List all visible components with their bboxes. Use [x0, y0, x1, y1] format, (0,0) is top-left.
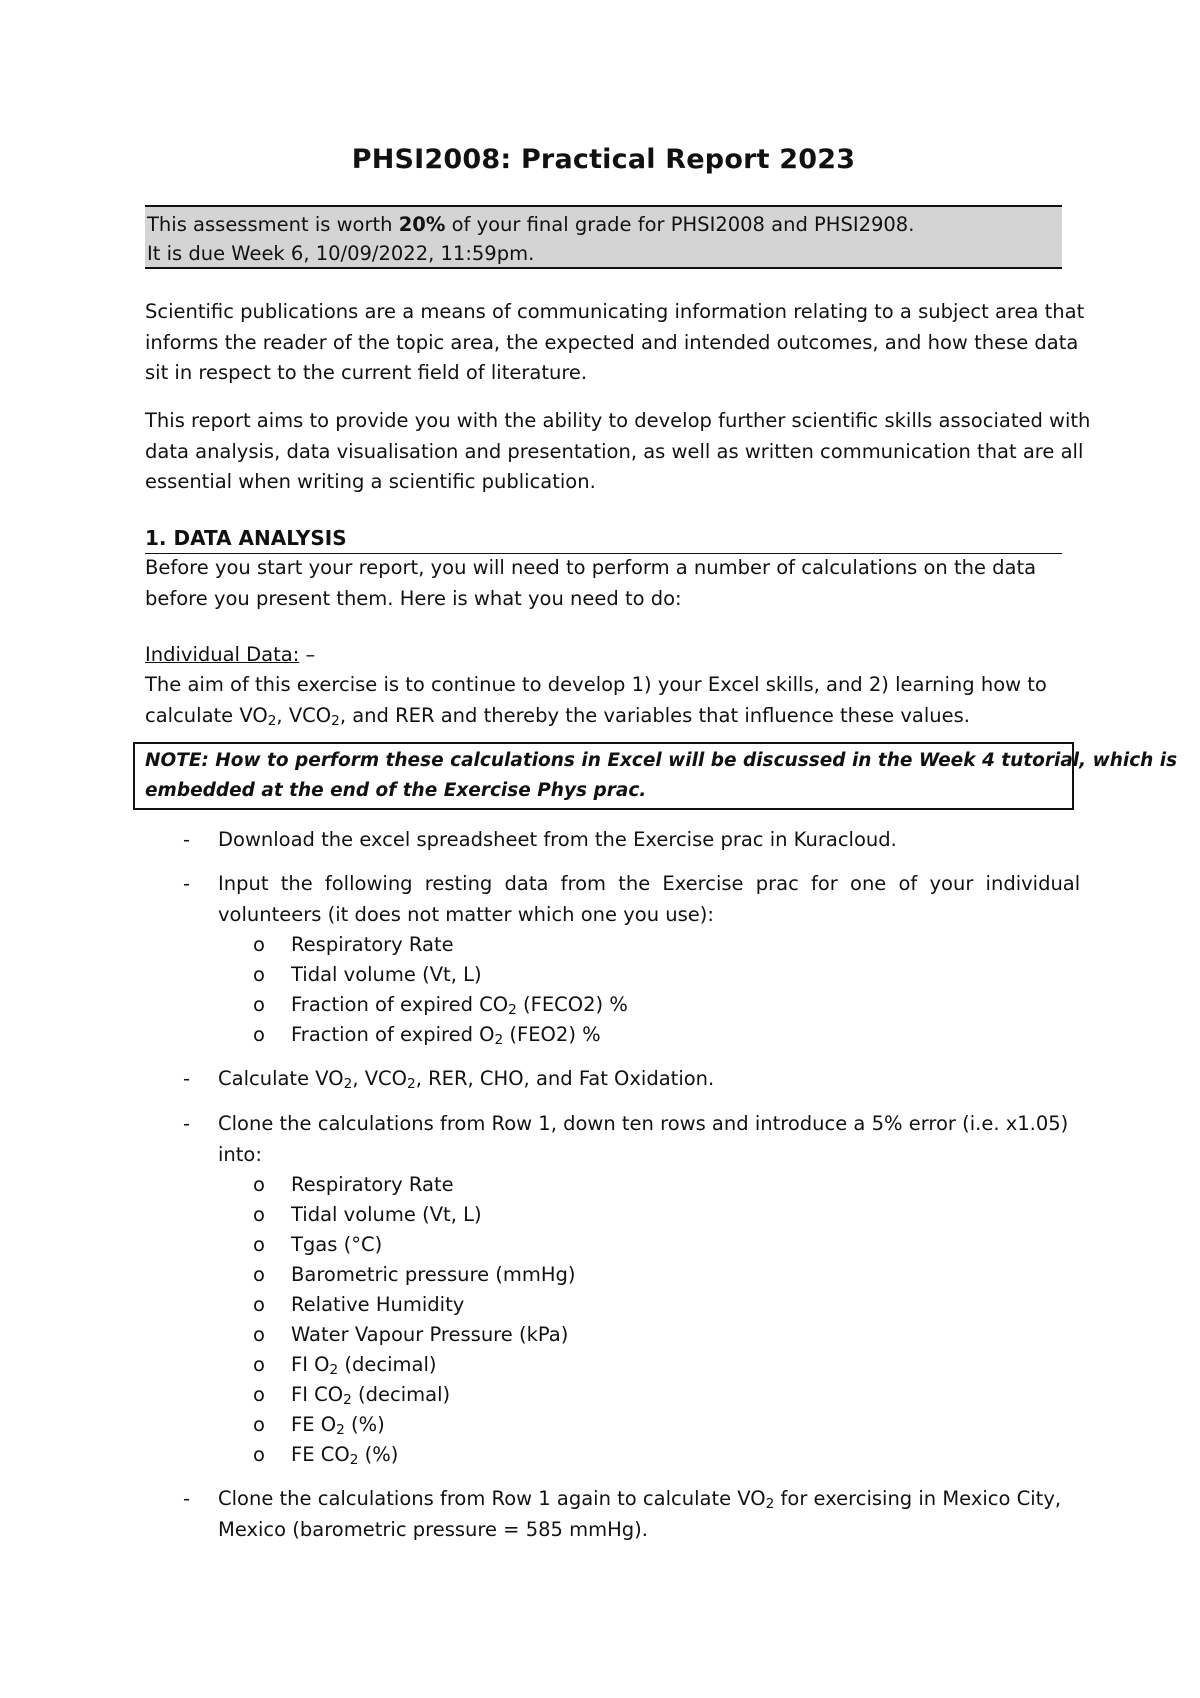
assessment-notice	[145, 205, 1062, 269]
notice-line-1: This assessment is worth 20% of your final grade for PHSI2008 and PHSI2908.	[147, 213, 915, 236]
page-title: PHSI2008: Practical Report 2023	[351, 144, 856, 175]
section-intro: Before you start your report, you will need to perform a number of calculations on the data before you present them. Here is what you need to do:	[145, 556, 1037, 610]
aim-paragraph: The aim of this exercise is to continue to develop 1) your Excel skills, and 2) learning how to calculate $VO_2$, $VCO_2$, and RER and thereby the variables that influence these values.	[145, 673, 1047, 729]
notice-line-2: It is due Week 6, 10/09/2022, 11:59pm.	[147, 242, 535, 265]
individual-data-subheading: Individual Data: –	[145, 643, 316, 666]
intro-paragraph-2: This report aims to provide you with the ability to develop further scientific skills associated with data analysis, data visualisation and presentation, as well as written communication that are all essential when writing a scientific publication.	[145, 409, 1091, 493]
intro-paragraph-1: Scientific publications are a means of communicating information relating to a subject area that informs the reader of the topic area, the expected and intended outcomes, and how these data sit in respect to the current field of literature.	[145, 300, 1085, 384]
section-heading-data-analysis: 1. DATA ANALYSIS	[145, 524, 1062, 554]
note-box: NOTE: How to perform these calculations in Excel will be discussed in the Week 4 tutorial, which is embedded at the end of the Exercise Phys prac.	[133, 742, 1074, 810]
